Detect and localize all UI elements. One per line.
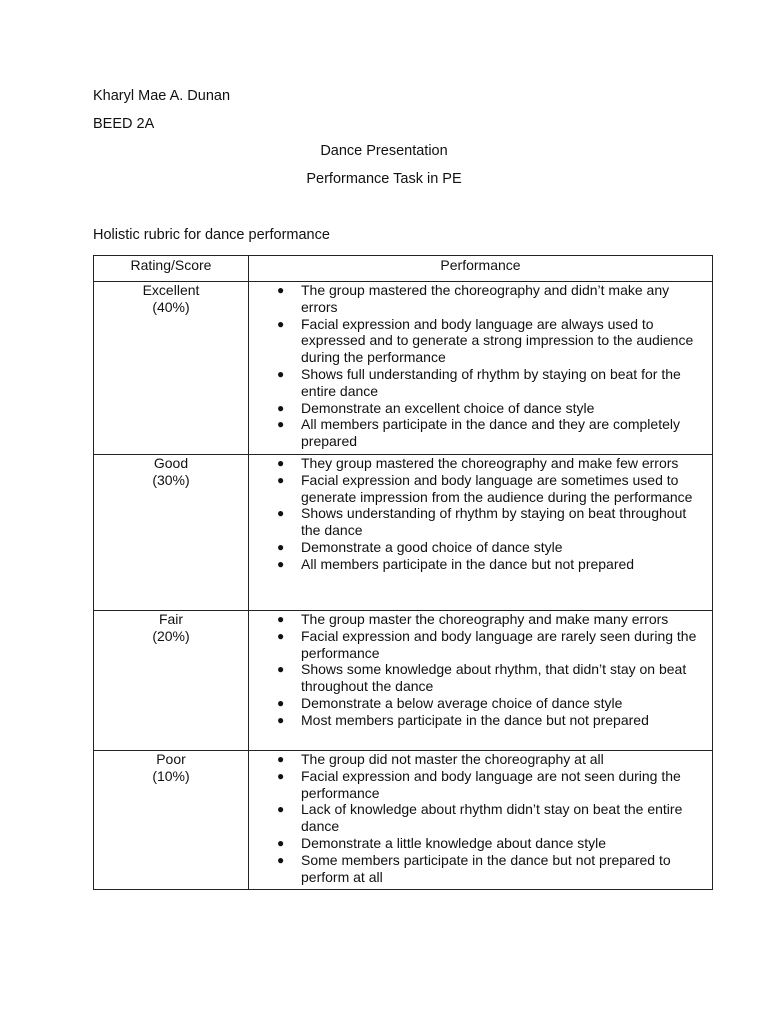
criterion-text: Shows understanding of rhythm by staying on beat throughout the dance bbox=[301, 505, 687, 539]
criterion-text: They group mastered the choreography and make few errors bbox=[301, 455, 679, 471]
bullet-icon: ● bbox=[277, 695, 285, 710]
bullet-icon: ● bbox=[277, 400, 285, 415]
bullet-icon: ● bbox=[277, 712, 285, 727]
rubric-heading: Holistic rubric for dance performance bbox=[93, 227, 330, 243]
list-item bbox=[249, 712, 702, 729]
table-row bbox=[94, 282, 713, 455]
bullet-icon: ● bbox=[277, 417, 285, 432]
table-row bbox=[94, 611, 713, 751]
list-item bbox=[249, 505, 702, 539]
criterion-text: Lack of knowledge about rhythm didn’t stay on beat the entire dance bbox=[301, 801, 683, 835]
criterion-text: Facial expression and body language are not seen during the performance bbox=[301, 767, 681, 801]
criterion-text: All members participate in the dance but not prepared bbox=[301, 555, 635, 572]
bullet-icon: ● bbox=[277, 612, 285, 626]
rating-percent: (10%) bbox=[152, 767, 190, 784]
list-item bbox=[249, 282, 702, 316]
criterion-text: Demonstrate a good choice of dance style bbox=[301, 538, 563, 555]
criterion-text: The group master the choreography and make many errors bbox=[301, 611, 669, 627]
rating-cell bbox=[94, 611, 249, 751]
list-item bbox=[249, 316, 702, 366]
rating-percent: (30%) bbox=[152, 471, 190, 488]
bullet-icon: ● bbox=[277, 835, 285, 850]
list-item bbox=[249, 416, 702, 450]
bullet-icon: ● bbox=[277, 506, 285, 521]
list-item bbox=[249, 400, 702, 417]
rubric-body bbox=[94, 282, 713, 890]
bullet-icon: ● bbox=[277, 768, 285, 783]
criterion-text: Most members participate in the dance but not prepared bbox=[301, 711, 649, 728]
criterion-text: Shows full understanding of rhythm by staying on beat for the entire dance bbox=[301, 365, 681, 399]
bullet-icon: ● bbox=[277, 556, 285, 571]
rating-cell bbox=[94, 751, 249, 890]
list-item bbox=[249, 661, 702, 695]
bullet-icon: ● bbox=[277, 802, 285, 817]
rating-label: Good bbox=[153, 455, 189, 471]
column-header-performance: Performance bbox=[249, 256, 713, 282]
criteria-list bbox=[249, 282, 702, 450]
performance-cell bbox=[249, 611, 713, 751]
list-item bbox=[249, 835, 702, 852]
student-name: Kharyl Mae A. Dunan bbox=[93, 88, 231, 104]
list-item bbox=[249, 455, 702, 472]
performance-cell bbox=[249, 455, 713, 611]
list-item bbox=[249, 852, 702, 886]
criterion-text: The group mastered the choreography and didn’t make any errors bbox=[301, 282, 670, 315]
rating-label: Fair bbox=[158, 611, 184, 627]
criterion-text: Shows some knowledge about rhythm, that didn’t stay on beat throughout the dance bbox=[301, 661, 687, 695]
column-header-rating: Rating/Score bbox=[94, 256, 249, 282]
criteria-list bbox=[249, 751, 702, 885]
list-item bbox=[249, 751, 702, 768]
criterion-text: Facial expression and body language are rarely seen during the performance bbox=[301, 627, 697, 661]
rating-cell bbox=[94, 455, 249, 611]
bullet-icon: ● bbox=[277, 539, 285, 554]
list-item bbox=[249, 628, 702, 662]
list-item bbox=[249, 768, 702, 802]
table-header-row bbox=[94, 256, 713, 282]
criteria-list bbox=[249, 611, 702, 729]
criterion-text: Some members participate in the dance but not prepared to perform at all bbox=[301, 851, 671, 885]
criterion-text: Demonstrate a below average choice of dance style bbox=[301, 694, 623, 711]
bullet-icon: ● bbox=[277, 662, 285, 677]
performance-cell bbox=[249, 282, 713, 455]
list-item bbox=[249, 695, 702, 712]
bullet-icon: ● bbox=[277, 366, 285, 381]
table-row bbox=[94, 455, 713, 611]
criterion-text: Demonstrate a little knowledge about dance style bbox=[301, 834, 607, 851]
rubric-table bbox=[93, 255, 713, 890]
list-item bbox=[249, 472, 702, 506]
list-item bbox=[249, 539, 702, 556]
list-item bbox=[249, 556, 702, 573]
bullet-icon: ● bbox=[277, 316, 285, 331]
bullet-icon: ● bbox=[277, 752, 285, 766]
table-row bbox=[94, 751, 713, 890]
bullet-icon: ● bbox=[277, 283, 285, 297]
class-section: BEED 2A bbox=[93, 116, 155, 132]
bullet-icon: ● bbox=[277, 628, 285, 643]
list-item bbox=[249, 611, 702, 628]
document-subtitle: Performance Task in PE bbox=[306, 171, 462, 187]
bullet-icon: ● bbox=[277, 472, 285, 487]
rating-label: Poor bbox=[156, 751, 186, 767]
document-title: Dance Presentation bbox=[320, 143, 448, 159]
rating-percent: (40%) bbox=[152, 298, 190, 315]
list-item bbox=[249, 366, 702, 400]
rating-cell bbox=[94, 282, 249, 455]
rating-percent: (20%) bbox=[152, 627, 190, 644]
bullet-icon: ● bbox=[277, 456, 285, 470]
rating-label: Excellent bbox=[142, 282, 200, 298]
criteria-list bbox=[249, 455, 702, 573]
criterion-text: Facial expression and body language are always used to expressed and to generate a strong impression to the audience during the performance bbox=[301, 315, 694, 366]
list-item bbox=[249, 801, 702, 835]
criterion-text: Facial expression and body language are sometimes used to generate impression from the audience during the performance bbox=[301, 471, 693, 505]
criterion-text: The group did not master the choreography at all bbox=[301, 751, 604, 767]
criterion-text: Demonstrate an excellent choice of dance style bbox=[301, 399, 595, 416]
performance-cell bbox=[249, 751, 713, 890]
bullet-icon: ● bbox=[277, 852, 285, 867]
criterion-text: All members participate in the dance and they are completely prepared bbox=[301, 416, 680, 450]
